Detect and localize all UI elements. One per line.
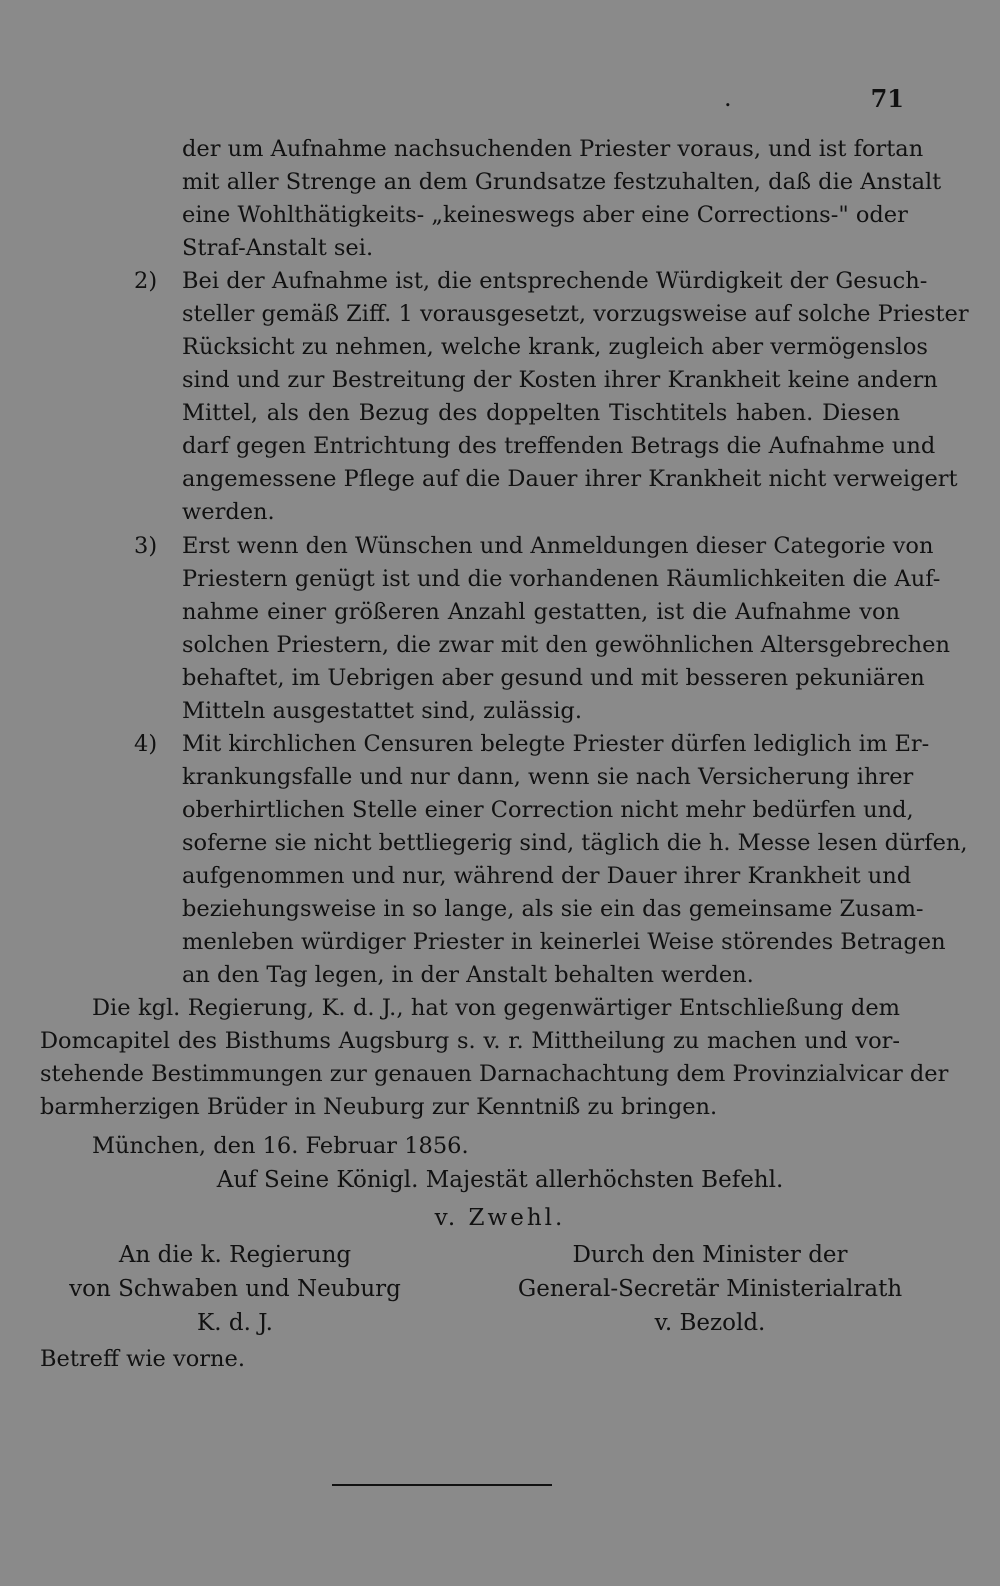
text-line: mit aller Strenge an dem Grundsatze festzuhalten, daß die Anstalt: [182, 169, 942, 195]
subject-line: Betreff wie vorne.: [40, 1346, 245, 1372]
countersign-line: General-Secretär Ministerialrath: [517, 1276, 903, 1302]
text-line: krankungsfalle und nur dann, wenn sie nach Versicherung ihrer: [182, 764, 914, 790]
stray-mark: .: [724, 84, 732, 112]
signature: v. Zwehl.: [434, 1205, 566, 1231]
text-line: werden.: [182, 499, 275, 525]
countersign-line: v. Bezold.: [654, 1310, 766, 1336]
text-line: steller gemäß Ziff. 1 vorausgesetzt, vorzugsweise auf solche Priester: [182, 301, 969, 327]
text-line: Priestern genügt ist und die vorhandenen Räumlichkeiten die Auf-: [182, 566, 941, 592]
text-line: Bei der Aufnahme ist, die entsprechende Würdigkeit der Gesuch-: [182, 268, 928, 294]
text-line: angemessene Pflege auf die Dauer ihrer Krankheit nicht verweigert: [182, 466, 958, 492]
text-line: solchen Priestern, die zwar mit den gewöhnlichen Altersgebrechen: [182, 632, 950, 658]
text-line: Rücksicht zu nehmen, welche krank, zugleich aber vermögenslos: [182, 334, 928, 360]
text-line: Mitteln ausgestattet sind, zulässig.: [182, 698, 582, 724]
text-line: der um Aufnahme nachsuchenden Priester voraus, und ist fortan: [182, 136, 924, 162]
text-line: soferne sie nicht bettliegerig sind, täglich die h. Messe lesen dürfen,: [182, 830, 968, 856]
command-line: Auf Seine Königl. Majestät allerhöchsten Befehl.: [216, 1167, 784, 1193]
page-number: 71: [870, 84, 904, 113]
text-line: Domcapitel des Bisthums Augsburg s. v. r. Mittheilung zu machen und vor-: [40, 1028, 900, 1054]
text-line: nahme einer größeren Anzahl gestatten, ist die Aufnahme von: [182, 599, 900, 625]
text-line: Erst wenn den Wünschen und Anmeldungen dieser Categorie von: [182, 533, 934, 559]
text-line: darf gegen Entrichtung des treffenden Betrags die Aufnahme und: [182, 433, 936, 459]
text-line: Mit kirchlichen Censuren belegte Priester dürfen lediglich im Er-: [182, 731, 930, 757]
addressee-line: K. d. J.: [197, 1310, 273, 1336]
text-line: oberhirtlichen Stelle einer Correction nicht mehr bedürfen und,: [182, 797, 914, 823]
text-line: aufgenommen und nur, während der Dauer ihrer Krankheit und: [182, 863, 912, 889]
text-line: beziehungsweise in so lange, als sie ein das gemeinsame Zusam-: [182, 896, 924, 922]
countersign-line: Durch den Minister der: [572, 1242, 848, 1268]
item-number: 3): [134, 533, 158, 559]
text-line: behaftet, im Uebrigen aber gesund und mit besseren pekuniären: [182, 665, 925, 691]
text-line: barmherzigen Brüder in Neuburg zur Kenntniß zu bringen.: [40, 1094, 718, 1120]
text-line: Straf-Anstalt sei.: [182, 235, 374, 261]
date-line: München, den 16. Februar 1856.: [92, 1133, 469, 1159]
text-line: eine Wohlthätigkeits- „keineswegs aber eine Corrections-" oder: [182, 202, 908, 228]
item-number: 2): [134, 268, 158, 294]
addressee-line: An die k. Regierung: [118, 1242, 352, 1268]
text-line: an den Tag legen, in der Anstalt behalten werden.: [182, 962, 754, 988]
text-line: menleben würdiger Priester in keinerlei Weise störendes Betragen: [182, 929, 946, 955]
item-number: 4): [134, 731, 158, 757]
text-line: Die kgl. Regierung, K. d. J., hat von gegenwärtiger Entschließung dem: [92, 995, 900, 1021]
footer-rule: [332, 1484, 552, 1486]
addressee-line: von Schwaben und Neuburg: [69, 1276, 401, 1302]
text-line: Mittel, als den Bezug des doppelten Tischtitels haben. Diesen: [182, 400, 900, 426]
text-line: stehende Bestimmungen zur genauen Darnachachtung dem Provinzialvicar der: [40, 1061, 949, 1087]
text-line: sind und zur Bestreitung der Kosten ihrer Krankheit keine andern: [182, 367, 938, 393]
